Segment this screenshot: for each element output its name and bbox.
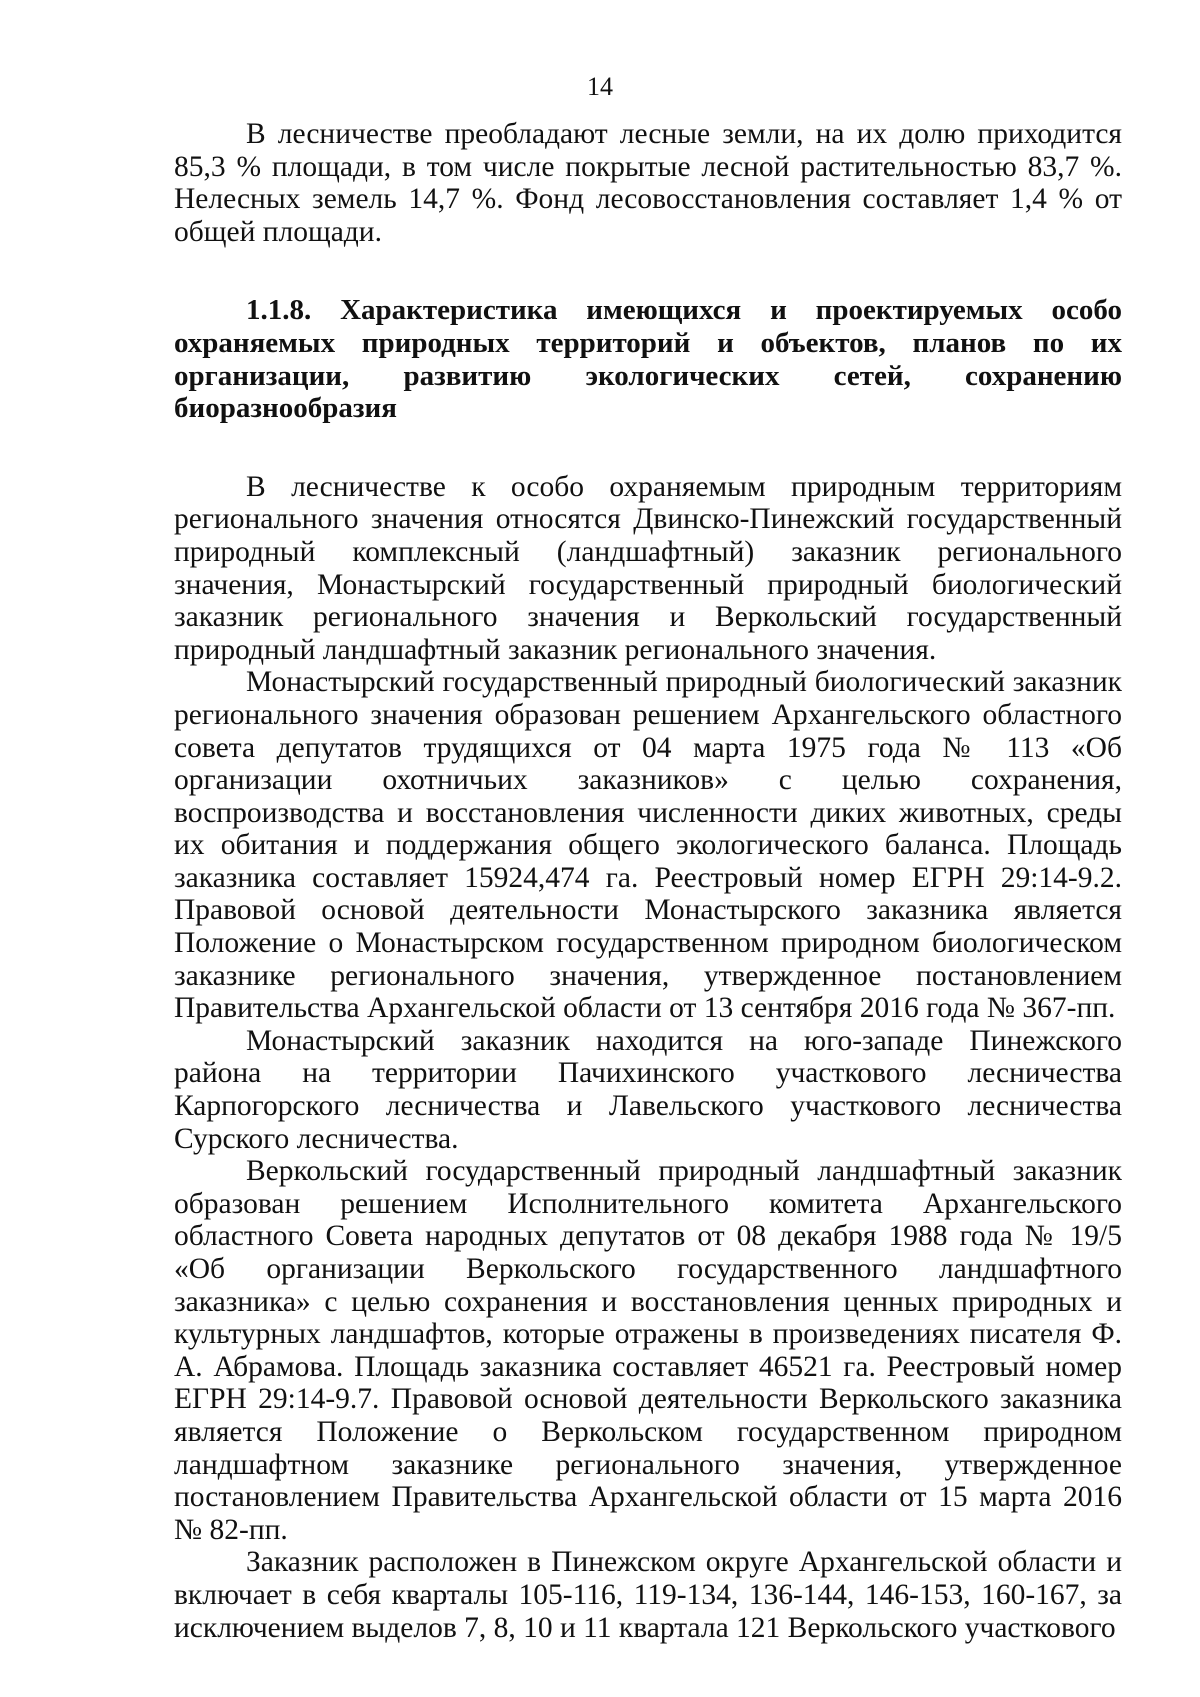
paragraph-intro: В лесничестве преобладают лесные земли, на их долю приходится 85,3 % площади, в том числе покрытые лесной растительностью 83,7 %. Нелесных земель 14,7 %. Фонд лесовосстановления составляет 1,4 % от общей площади. (174, 118, 1122, 248)
paragraph-verkolsky-location: Заказник расположен в Пинежском округе Архангельской области и включает в себя кварталы 105-116, 119-134, 136-144, 146-153, 160-167, за исключением выделов 7, 8, 10 и 11 квартала 121 Веркольского участкового (174, 1546, 1122, 1644)
section-heading: 1.1.8. Характеристика имеющихся и проектируемых особо охраняемых природных территорий и объектов, планов по их организации, развитию экологических сетей, сохранению биоразнообразия (174, 294, 1122, 425)
paragraph-monastyrsky-location: Монастырский заказник находится на юго-западе Пинежского района на территории Пачихинского участкового лесничества Карпогорского лесничества и Лавельского участкового лесничества Сурского лесничества. (174, 1024, 1122, 1155)
document-body (174, 118, 1122, 1644)
paragraph-verkolsky-reserve: Веркольский государственный природный ландшафтный заказник образован решением Исполнительного комитета Архангельского областного Совета народных депутатов от 08 декабря 1988 года № 19/5 «Об организации Веркольского государственного ландшафтного заказника» с целью сохранения и восстановления ценных природных и культурных ландшафтов, которые отражены в произведениях писателя Ф. А. Абрамова. Площадь заказника составляет 46521 га. Реестровый номер ЕГРН 29:14-9.7. Правовой основой деятельности Веркольского заказника является Положение о Веркольском государственном природном ландшафтном заказнике регионального значения, утвержденное постановлением Правительства Архангельской области от 15 марта 2016 № 82-пп. (174, 1155, 1122, 1546)
paragraph-protected-areas: В лесничестве к особо охраняемым природным территориям регионального значения относятся Двинско-Пинежский государственный природный комплексный (ландшафтный) заказник регионального значения, Монастырский государственный природный биологический заказник регионального значения и Веркольский государственный природный ландшафтный заказник регионального значения. (174, 470, 1122, 666)
page-number: 14 (587, 72, 613, 101)
paragraph-monastyrsky-reserve: Монастырский государственный природный биологический заказник регионального значения образован решением Архангельского областного совета депутатов трудящихся от 04 марта 1975 года № 113 «Об организации охотничьих заказников» с целью сохранения, воспроизводства и восстановления численности диких животных, среды их обитания и поддержания общего экологического баланса. Площадь заказника составляет 15924,474 га. Реестровый номер ЕГРН 29:14-9.2. Правовой основой деятельности Монастырского заказника является Положение о Монастырском государственном природном биологическом заказнике регионального значения, утвержденное постановлением Правительства Архангельской области от 13 сентября 2016 года № 367-пп. (174, 666, 1122, 1025)
